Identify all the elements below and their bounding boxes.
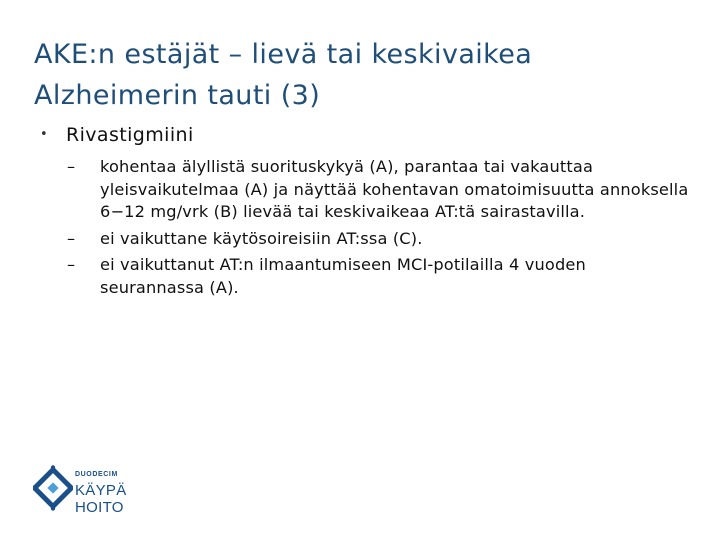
subbullet-text: kohentaa älyllistä suorituskykyä (A), parantaa tai vakauttaa yleisvaikutelmaa (A) ja näyttää kohentavan omatoimisuutta annoksella 6−12 mg/vrk (B) lievää tai keskivaikeaa AT:tä sairastavilla. xyxy=(100,157,689,221)
dash-marker: – xyxy=(67,228,76,248)
dash-marker: – xyxy=(67,157,76,176)
slide-title xyxy=(34,34,674,116)
diamond-logo-icon xyxy=(33,464,73,512)
subbullet-item xyxy=(40,254,690,299)
bullet-label: Rivastigmiini xyxy=(66,124,194,146)
bullet-dot: • xyxy=(40,127,49,142)
subbullet-text: ei vaikuttane käytösoireisiin AT:ssa (C). xyxy=(100,228,423,248)
subbullet-list xyxy=(40,156,690,299)
logo-kaypa-hoito-text: KÄYPÄ HOITO xyxy=(75,482,127,516)
title-line-1: AKE:n estäjät – lievä tai keskivaikea xyxy=(34,39,533,70)
subbullet-item xyxy=(40,156,690,224)
dash-marker: – xyxy=(67,255,76,274)
logo-duodecim-text: DUODECIM xyxy=(75,471,118,478)
kaypa-hoito-logo xyxy=(33,464,173,516)
bullet-rivastigmiini xyxy=(40,122,690,148)
subbullet-text: ei vaikuttanut AT:n ilmaantumiseen MCI-potilailla 4 vuoden seurannassa (A). xyxy=(100,255,586,297)
slide-content xyxy=(40,122,690,303)
subbullet-item xyxy=(40,228,690,251)
title-line-2: Alzheimerin tauti (3) xyxy=(34,80,321,111)
